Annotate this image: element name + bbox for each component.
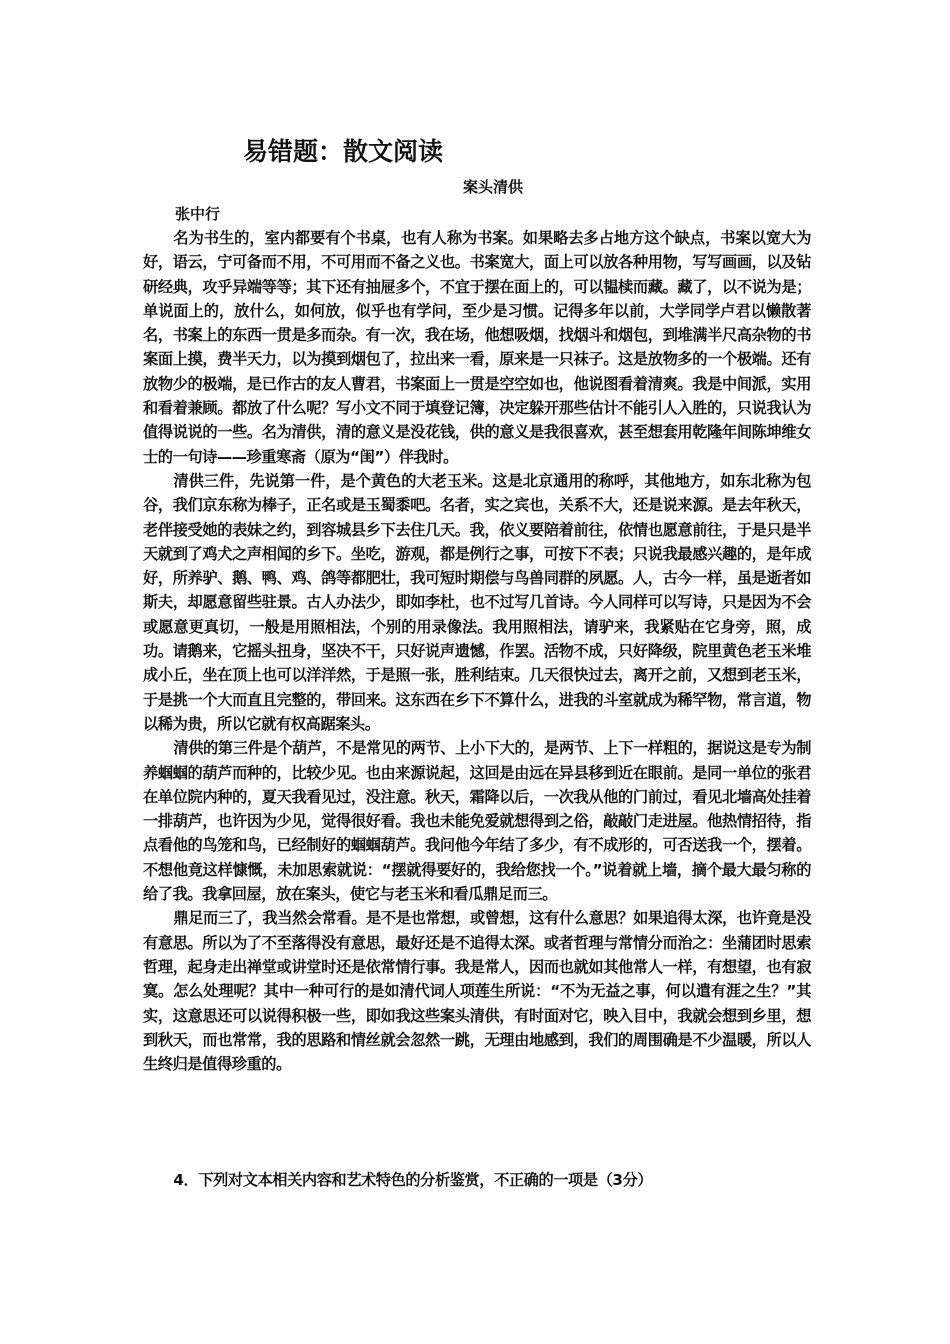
article-title: 案头清供 — [462, 178, 523, 196]
article-body — [143, 226, 811, 1076]
paragraph: 名为书生的，室内都要有个书桌，也有人称为书案。如果略去多占地方这个缺点，书案以宽大为好，语云，宁可备而不用，不可用而不备之义也。书案宽大，面上可以放各种用物，写写画画，以及钻研经典，攻乎异端等等；其下还有抽屉多个，不宜于摆在面上的，可以韫椟而藏。藏了，以不说为是；单说面上的，放什么，如何放，似乎也有学问，至少是习惯。记得多年以前，大学同学卢君以懒散著名，书案上的东西一贯是多而杂。有一次，我在场，他想吸烟，找烟斗和烟包，到堆满半尺高杂物的书案面上摸，费半天力，以为摸到烟包了，拉出来一看，原来是一只袜子。这是放物多的一个极端。还有放物少的极端，是已作古的友人曹君，书案面上一贯是空空如也，他说图看着清爽。我是中间派，实用和看着兼顾。都放了什么呢？写小文不同于填登记簿，决定躲开那些估计不能引人入胜的，只说我认为值得说说的一些。名为清供，清的意义是没花钱，供的意义是我很喜欢，甚至想套用乾隆年间陈坤维女士的一句诗——珍重寒斋（原为“闺”）伴我时。 — [143, 229, 811, 466]
paragraph: 鼎足而三了，我当然会常看。是不是也常想，或曾想，这有什么意思？如果追得太深，也许竟是没有意思。所以为了不至落得没有意思，最好还是不追得太深。或者哲理与常情分而治之：坐蒲团时思索哲理，起身走出禅堂或讲堂时还是依常情行事。我是常人，因而也就如其他常人一样，有想望，也有寂寞。怎么处理呢？其中一种可行的是如清代词人项莲生所说：“不为无益之事，何以遣有涯之生？”其实，这意思还可以说得积极一些，即如我这些案头清供，有时面对它，映入目中，我就会想到乡里，想到秋天，而也常常，我的思路和情丝就会忽然一跳，无理由地感到，我们的周围确是不少温暖，所以人生终归是值得珍重的。 — [143, 909, 811, 1074]
author-name: 张中行 — [175, 205, 221, 223]
question-text: 4．下列对文本相关内容和艺术特色的分析鉴赏，不正确的一项是（3分） — [173, 1171, 653, 1189]
paragraph: 清供三件，先说第一件，是个黄色的大老玉米。这是北京通用的称呼，其他地方，如东北称为包谷，我们京东称为棒子，正名或是玉蜀黍吧。名者，实之宾也，关系不大，还是说来源。是去年秋天，老伴接受她的表妹之约，到容城县乡下去住几天。我，依义要陪着前往，依情也愿意前往，于是只是半天就到了鸡犬之声相闻的乡下。坐吃，游观，都是例行之事，可按下不表；只说我最感兴趣的，是年成好，所养驴、鹅、鸭、鸡、鸽等都肥壮，我可短时期偿与鸟兽同群的夙愿。人，古今一样，虽是逝者如斯夫，却愿意留些驻景。古人办法少，即如李杜，也不过写几首诗。今人同样可以写诗，只是因为不会或愿意更真切，一般是用照相法，个别的用录像法。我用照相法，请驴来，我紧贴在它身旁，照，成功。请鹅来，它摇头扭身，坚决不干，只好说声遗憾，作罢。活物不成，只好降级，院里黄色老玉米堆成小丘，坐在顶上也可以洋洋然，于是照一张，胜利结束。几天很快过去，离开之前，又想到老玉米，于是挑一个大而直且完整的，带回来。这东西在乡下不算什么，进我的斗室就成为稀罕物，常言道，物以稀为贵，所以它就有权高踞案头。 — [143, 471, 811, 733]
paragraph: 清供的第三件是个葫芦，不是常见的两节、上小下大的，是两节、上下一样粗的，据说这是专为制养蝈蝈的葫芦而种的，比较少见。也由来源说起，这回是由远在异县移到近在眼前。是同一单位的张君在单位院内种的，夏天我看见过，没注意。秋天，霜降以后，一次我从他的门前过，看见北墙高处挂着一排葫芦，也许因为少见，觉得很好看。我也未能免爱就想得到之俗，敲敲门走进屋。他热情招待，指点看他的鸟笼和鸟，已经制好的蝈蝈葫芦。我问他今年结了多少，有不成形的，可否送我一个，摆着。不想他竟这样慷慨，未加思索就说：“摆就得要好的，我给您找一个。”说着就上墙，摘个最大最匀称的给了我。我拿回屋，放在案头，使它与老玉米和看瓜鼎足而三。 — [143, 739, 811, 904]
page-title: 易错题：散文阅读 — [243, 137, 444, 166]
